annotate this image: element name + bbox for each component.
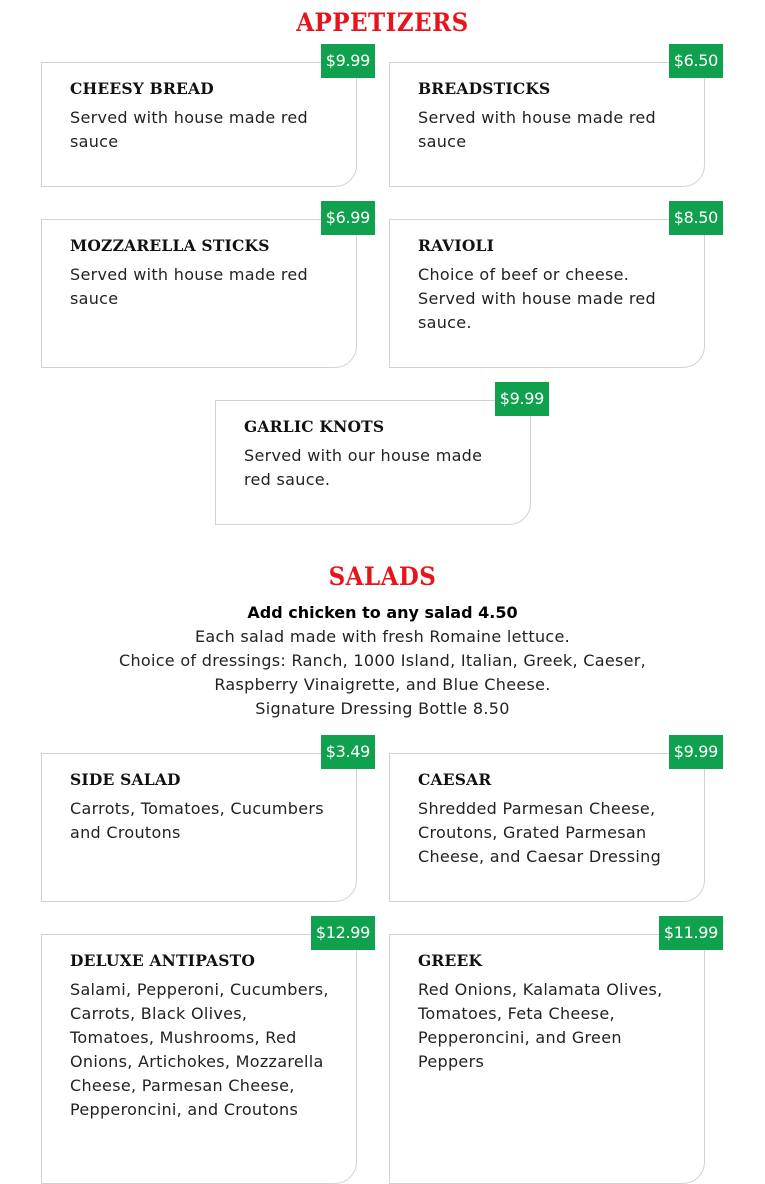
romaine-note: Each salad made with fresh Romaine lettuce. (194, 627, 571, 646)
item-description: Shredded Parmesan Cheese, Croutons, Grated Parmesan Cheese, and Caesar Dressing (418, 799, 662, 866)
item-name: CHEESY BREAD (70, 79, 214, 98)
dressing-bottle-note: Signature Dressing Bottle 8.50 (255, 699, 510, 718)
menu-item-card[interactable] (389, 923, 718, 1184)
menu-item-card[interactable] (41, 742, 370, 902)
price-badge: $6.99 (321, 201, 375, 235)
salads-heading: SALADS (328, 562, 437, 591)
price-badge: $9.99 (495, 382, 549, 416)
appetizers-heading: APPETIZERS (296, 8, 469, 37)
menu-item-card[interactable] (389, 51, 718, 187)
price-badge: $12.99 (311, 916, 375, 950)
menu-item-card[interactable] (41, 923, 370, 1184)
menu-item-card[interactable] (41, 208, 370, 368)
item-name: SIDE SALAD (70, 770, 181, 789)
item-description: Served with house made red sauce (70, 108, 309, 151)
item-name: RAVIOLI (418, 236, 495, 255)
add-chicken-note: Add chicken to any salad 4.50 (247, 603, 518, 622)
price-badge: $9.99 (669, 735, 723, 769)
item-name: BREADSTICKS (418, 79, 551, 98)
price-badge: $9.99 (321, 44, 375, 78)
item-name: GREEK (418, 951, 483, 970)
item-name: DELUXE ANTIPASTO (70, 951, 256, 970)
dressings-note: Choice of dressings: Ranch, 1000 Island, Italian, Greek, Caeser, Raspberry Vinaigrette, and Blue Cheese. (118, 651, 647, 694)
menu-item-card[interactable] (389, 208, 718, 368)
price-badge: $6.50 (669, 44, 723, 78)
price-badge: $3.49 (321, 735, 375, 769)
menu-item-card[interactable] (215, 389, 544, 525)
menu-item-card[interactable] (389, 742, 718, 902)
item-description: Served with our house made red sauce. (244, 446, 483, 489)
price-badge: $8.50 (669, 201, 723, 235)
item-description: Carrots, Tomatoes, Cucumbers and Croutons (70, 799, 324, 842)
item-description: Served with house made red sauce (70, 265, 309, 308)
item-name: CAESAR (418, 770, 492, 789)
item-description: Choice of beef or cheese. Served with house made red sauce. (418, 265, 657, 332)
menu-item-card[interactable] (41, 51, 370, 187)
item-name: MOZZARELLA STICKS (70, 236, 270, 255)
item-description: Salami, Pepperoni, Cucumbers, Carrots, Black Olives, Tomatoes, Mushrooms, Red Onions, Artichokes, Mozzarella Cheese, Parmesan Cheese, Pepperoncini, and Croutons (70, 980, 329, 1119)
item-description: Red Onions, Kalamata Olives, Tomatoes, Feta Cheese, Pepperoncini, and Green Peppers (418, 980, 663, 1071)
item-description: Served with house made red sauce (418, 108, 657, 151)
price-badge: $11.99 (659, 916, 723, 950)
item-name: GARLIC KNOTS (244, 417, 385, 436)
salad-notes (0, 601, 765, 721)
